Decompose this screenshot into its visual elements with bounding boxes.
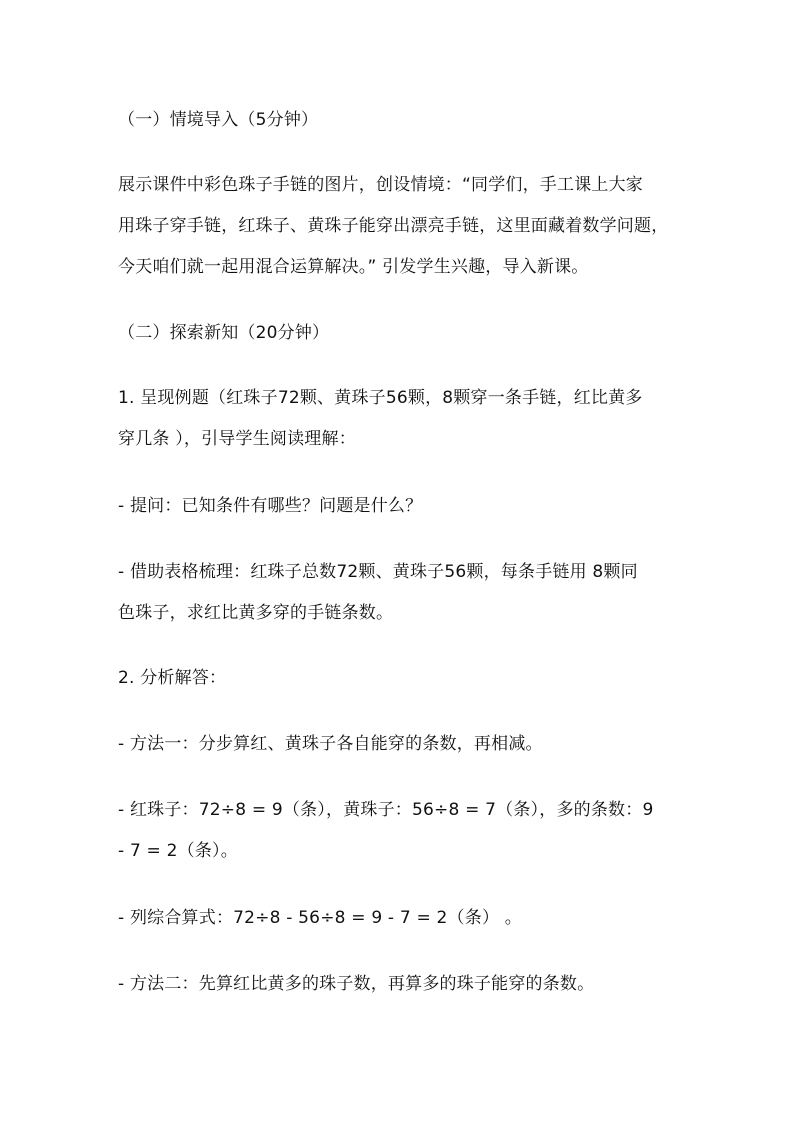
calculation-line-1: - 红珠子：72÷8 = 9（条），黄珠子：56÷8 = 7（条），多的条数：9 <box>118 800 654 820</box>
table-summary-line-2: 色珠子，求红比黄多穿的手链条数。 <box>118 603 394 623</box>
table-summary-line-1: - 借助表格梳理：红珠子总数72颗、黄珠子56颗，每条手链用 8颗同 <box>118 562 638 582</box>
method-one-line: - 方法一：分步算红、黄珠子各自能穿的条数，再相减。 <box>118 734 543 754</box>
intro-paragraph-line-1: 展示课件中彩色珠子手链的图片，创设情境：“同学们，手工课上大家 <box>118 175 644 195</box>
example-line-2: 穿几条 ），引导学生阅读理解： <box>118 429 356 449</box>
section-heading-intro: （一）情境导入（5分钟） <box>118 110 319 130</box>
intro-paragraph-line-2: 用珠子穿手链，红珠子、黄珠子能穿出漂亮手链，这里面藏着数学问题， <box>118 216 669 236</box>
method-two-line: - 方法二：先算红比黄多的珠子数，再算多的珠子能穿的条数。 <box>118 974 595 994</box>
intro-paragraph-line-3: 今天咱们就一起用混合运算解决。” 引发学生兴趣，导入新课。 <box>118 257 589 277</box>
question-line: - 提问：已知条件有哪些？问题是什么？ <box>118 496 423 516</box>
combined-formula-line: - 列综合算式：72÷8 - 56÷8 = 9 - 7 = 2（条） 。 <box>118 908 522 928</box>
calculation-line-2: - 7 = 2（条）。 <box>118 841 238 861</box>
section-heading-explore: （二）探索新知（20分钟） <box>118 323 330 343</box>
example-line-1: 1. 呈现例题（红珠子72颗、黄珠子56颗，8颗穿一条手链，红比黄多 <box>118 388 643 408</box>
analysis-heading: 2. 分析解答： <box>118 668 227 688</box>
